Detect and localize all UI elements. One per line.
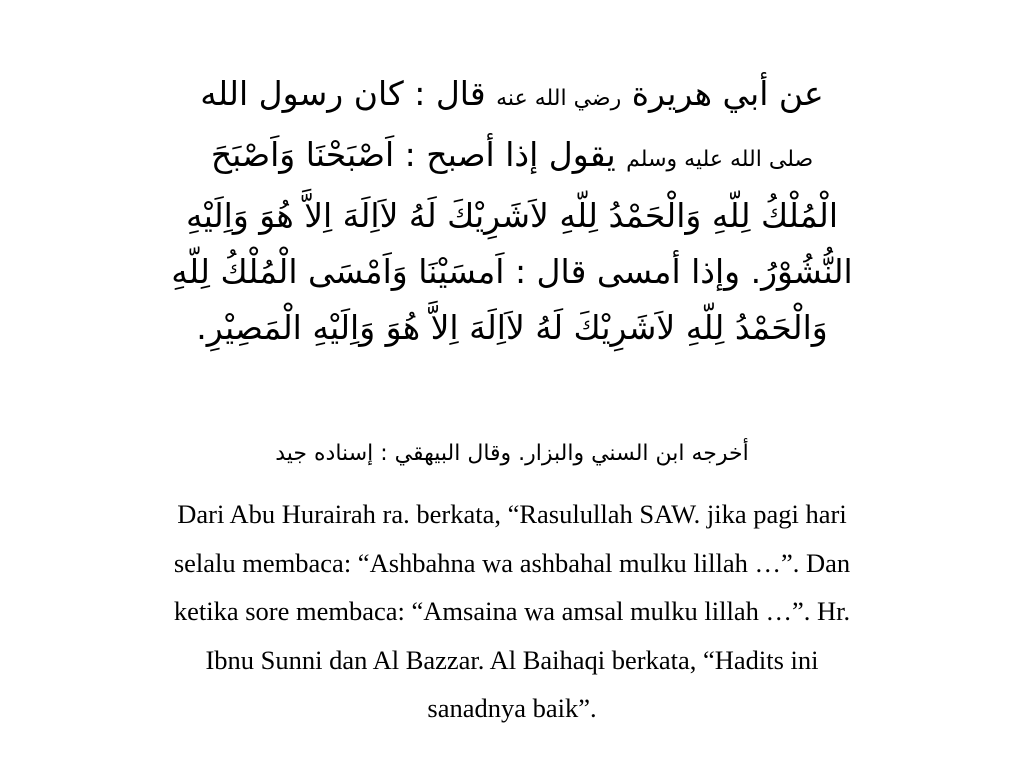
hadith-line-2 [100, 127, 924, 188]
translation-line-3: ketika sore membaca: “Amsaina wa amsal mulku lillah …”. Hr. [173, 596, 851, 626]
translation-line-5: sanadnya baik”. [427, 693, 597, 723]
hadith-line-1-part-1: عن أبي هريرة [631, 74, 824, 113]
translation-text [90, 490, 934, 733]
hadith-line-3: الْمُلْكُ لِلّهِ وَالْحَمْدُ لِلّهِ لاَشَرِيْكَ لَهُ لاَاِلَهَ اِلاَّ هُوَ وَاِلَيْهِ [185, 196, 839, 235]
hadith-line-2-part-2: يقول إذا أصبح : اَصْبَحْنَا وَاَصْبَحَ [210, 135, 616, 174]
translation-line-4: Ibnu Sunni dan Al Bazzar. Al Baihaqi berkata, “Hadits ini [205, 644, 819, 675]
hadith-line-2-part-1: صلى الله عليه وسلم [626, 147, 814, 172]
hadith-line-4: النُّشُوْرُ. وإذا أمسى قال : اَمسَيْنَا وَاَمْسَى الْمُلْكُ لِلّهِ [171, 252, 853, 291]
translation-line-1: Dari Abu Hurairah ra. berkata, “Rasulullah SAW. jika pagi hari [177, 499, 847, 529]
translation-line-2: selalu membaca: “Ashbahna wa ashbahal mulku lillah …”. Dan [173, 547, 851, 578]
hadith-source: أخرجه ابن السني والبزار. وقال البيهقي : إسناده جيد [275, 441, 749, 466]
hadith-line-5: وَالْحَمْدُ لِلّهِ لاَشَرِيْكَ لَهُ لاَاِلَهَ اِلاَّ هُوَ وَاِلَيْهِ الْمَصِيْرِ. [196, 308, 828, 347]
hadith-line-1-part-2: رضي الله عنه [496, 86, 622, 111]
hadith-arabic-text [100, 66, 924, 356]
hadith-line-1-part-3: قال : كان رسول الله [200, 74, 486, 113]
hadith-line-1 [100, 66, 924, 127]
